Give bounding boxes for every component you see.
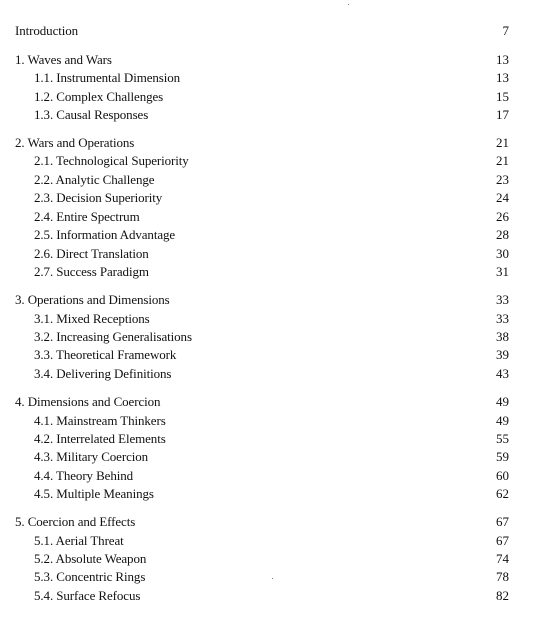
toc-entry-page: 17 [496, 107, 509, 122]
toc-section-4-1 [0, 412, 539, 430]
toc-entry-page: 60 [496, 468, 509, 483]
toc-entry-title: 3.1. Mixed Receptions [34, 311, 150, 326]
toc-section-1-2 [0, 88, 539, 106]
toc-entry-page: 13 [496, 70, 509, 85]
toc-section-2-1 [0, 152, 539, 170]
scan-speck [272, 578, 273, 579]
toc-entry-page: 39 [496, 347, 509, 362]
toc-entry-page: 67 [496, 514, 509, 529]
toc-entry-page: 55 [496, 431, 509, 446]
toc-entry-page: 49 [496, 394, 509, 409]
toc-section-5-3 [0, 568, 539, 586]
toc-entry-page: 82 [496, 588, 509, 603]
toc-section-4-3 [0, 448, 539, 466]
toc-entry-title: 4.3. Military Coercion [34, 449, 149, 464]
toc-entry-page: 7 [502, 23, 509, 38]
toc-entry-page: 78 [496, 569, 509, 584]
toc-entry-title: 2.1. Technological Superiority [34, 153, 189, 168]
toc-entry-title: 5.4. Surface Refocus [34, 588, 141, 603]
toc-section-3-4 [0, 365, 539, 383]
toc-entry-page: 28 [496, 227, 509, 242]
toc-entry-title: 2.5. Information Advantage [34, 227, 176, 242]
toc-section-5-1 [0, 532, 539, 550]
toc-section-2-4 [0, 208, 539, 226]
toc-entry-title: 2. Wars and Operations [15, 135, 135, 150]
toc-section-4-5 [0, 485, 539, 503]
toc-entry-page: 26 [496, 209, 509, 224]
toc-section-4-4 [0, 467, 539, 485]
toc-entry-title: 4.4. Theory Behind [34, 468, 134, 483]
toc-section-3-1 [0, 310, 539, 328]
toc-section-4-2 [0, 430, 539, 448]
toc-section-3-2 [0, 328, 539, 346]
toc-entry-title: 3.3. Theoretical Framework [34, 347, 177, 362]
toc-entry-page: 33 [496, 292, 509, 307]
toc-entry-page: 21 [496, 153, 509, 168]
toc-entry-page: 31 [496, 264, 509, 279]
toc-chapter-1 [0, 51, 539, 69]
toc-section-1-3 [0, 106, 539, 124]
toc-section-3-3 [0, 346, 539, 364]
toc-chapter-4 [0, 393, 539, 411]
toc-entry-title: 2.2. Analytic Challenge [34, 172, 155, 187]
toc-entry-page: 59 [496, 449, 509, 464]
toc-entry-page: 24 [496, 190, 509, 205]
toc-section-5-4 [0, 587, 539, 605]
toc-entry-title: 1. Waves and Wars [15, 52, 112, 67]
toc-entry-title: 3. Operations and Dimensions [15, 292, 170, 307]
toc-chapter-5 [0, 513, 539, 531]
toc-entry-title: 2.4. Entire Spectrum [34, 209, 140, 224]
toc-section-2-3 [0, 189, 539, 207]
toc-entry-page: 33 [496, 311, 509, 326]
toc-section-2-2 [0, 171, 539, 189]
toc-entry-introduction [0, 22, 539, 40]
toc-entry-page: 23 [496, 172, 509, 187]
toc-entry-page: 49 [496, 413, 509, 428]
toc-entry-title: 5.3. Concentric Rings [34, 569, 146, 584]
toc-entry-page: 30 [496, 246, 509, 261]
toc-entry-title: 4. Dimensions and Coercion [15, 394, 161, 409]
toc-entry-title: 5.1. Aerial Threat [34, 533, 124, 548]
toc-section-1-1 [0, 69, 539, 87]
toc-entry-title: 2.3. Decision Superiority [34, 190, 163, 205]
toc-entry-title: 1.2. Complex Challenges [34, 89, 164, 104]
toc-section-2-5 [0, 226, 539, 244]
toc-entry-page: 38 [496, 329, 509, 344]
toc-entry-page: 15 [496, 89, 509, 104]
toc-entry-page: 74 [496, 551, 509, 566]
toc-entry-page: 62 [496, 486, 509, 501]
toc-entry-title: Introduction [15, 23, 79, 38]
toc-entry-page: 21 [496, 135, 509, 150]
toc-entry-title: 3.4. Delivering Definitions [34, 366, 172, 381]
toc-entry-title: 4.1. Mainstream Thinkers [34, 413, 166, 428]
toc-entry-title: 5. Coercion and Effects [15, 514, 136, 529]
toc-entry-title: 3.2. Increasing Generalisations [34, 329, 192, 344]
toc-entry-page: 13 [496, 52, 509, 67]
toc-entry-title: 1.1. Instrumental Dimension [34, 70, 181, 85]
toc-entry-title: 4.5. Multiple Meanings [34, 486, 154, 501]
toc-section-5-2 [0, 550, 539, 568]
toc-entry-title: 2.7. Success Paradigm [34, 264, 149, 279]
toc-entry-title: 5.2. Absolute Weapon [34, 551, 147, 566]
toc-entry-title: 1.3. Causal Responses [34, 107, 149, 122]
toc-entry-title: 2.6. Direct Translation [34, 246, 149, 261]
toc-entry-page: 67 [496, 533, 509, 548]
scan-speck [348, 4, 349, 5]
toc-entry-page: 43 [496, 366, 509, 381]
toc-chapter-3 [0, 291, 539, 309]
toc-section-2-6 [0, 245, 539, 263]
toc-entry-title: 4.2. Interrelated Elements [34, 431, 166, 446]
toc-section-2-7 [0, 263, 539, 281]
toc-chapter-2 [0, 134, 539, 152]
